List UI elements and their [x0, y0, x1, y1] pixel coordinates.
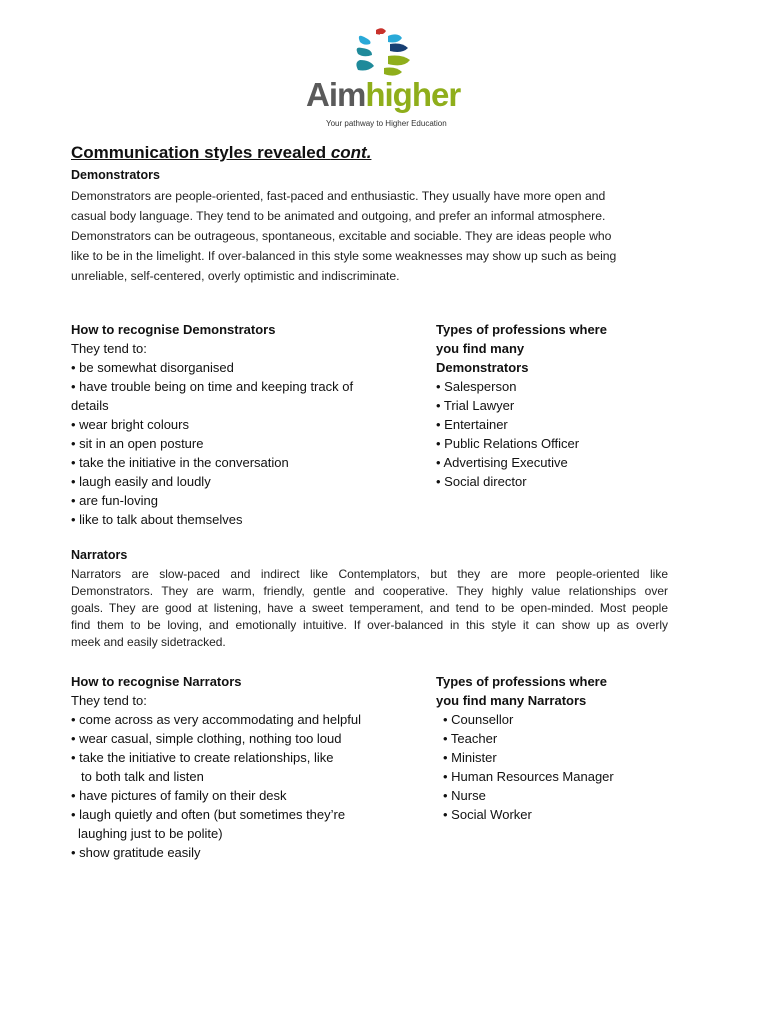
demonstrators-heading: Demonstrators — [71, 168, 160, 182]
narrators-recognise-list — [71, 672, 361, 862]
title-cont: cont. — [330, 143, 372, 162]
list-item: • Human Resources Manager — [443, 769, 614, 784]
paragraph-line: casual body language. They tend to be animated and outgoing, and prefer an informal atmosphere. — [71, 209, 606, 223]
professions-heading: Types of professions where — [436, 674, 607, 689]
professions-heading: Demonstrators — [436, 360, 529, 375]
list-item: • show gratitude easily — [71, 845, 201, 860]
narrators-heading: Narrators — [71, 548, 128, 562]
professions-heading: you find many Narrators — [436, 693, 587, 708]
aimhigher-logo — [304, 26, 466, 134]
paragraph-line: meek and easily sidetracked. — [71, 635, 226, 649]
list-item: • like to talk about themselves — [71, 512, 243, 527]
list-item: • Advertising Executive — [436, 455, 568, 470]
list-item: • laugh easily and loudly — [71, 474, 211, 489]
demonstrators-recognise-list — [71, 320, 353, 529]
paragraph-line: unreliable, self-centered, overly optimistic and indiscriminate. — [71, 269, 400, 283]
paragraph-line: find them to be loving, and emotionally intuitive. If over-balanced in this style it can show up as overly — [71, 618, 668, 632]
leaf-red — [376, 28, 386, 34]
logo-tagline: Your pathway to Higher Education — [326, 119, 447, 128]
professions-heading: Types of professions where — [436, 322, 607, 337]
list-item: • laugh quietly and often (but sometimes they’re — [71, 807, 346, 822]
recognise-intro: They tend to: — [71, 341, 147, 356]
list-item: • Minister — [443, 750, 497, 765]
list-item: • wear casual, simple clothing, nothing too loud — [71, 731, 342, 746]
leaf-teal-left — [357, 48, 372, 57]
leaf-teal-lower — [356, 60, 374, 71]
paragraph-line: Narrators are slow-paced and indirect like Contemplators, but they are more people-oriented like — [71, 567, 668, 581]
paragraph-line: Demonstrators. They are warm, friendly, gentle and cooperative. They highly value relationships over — [71, 584, 668, 598]
paragraph-line: like to be in the limelight. If over-balanced in this style some weaknesses may show up such as being — [71, 249, 617, 263]
list-item: • have trouble being on time and keeping track of — [71, 379, 354, 394]
leaf-navy-right — [390, 44, 408, 53]
paragraph-line: Demonstrators can be outrageous, spontaneous, excitable and sociable. They are ideas people who — [71, 229, 612, 243]
list-item: • sit in an open posture — [71, 436, 204, 451]
demonstrators-professions-list — [436, 320, 607, 491]
logo-wordmark — [306, 78, 460, 111]
list-item: • Trial Lawyer — [436, 398, 515, 413]
list-item: • Salesperson — [436, 379, 517, 394]
recognise-intro: They tend to: — [71, 693, 147, 708]
list-item: • Counsellor — [443, 712, 514, 727]
paragraph-line: Demonstrators are people-oriented, fast-paced and enthusiastic. They usually have more open and — [71, 189, 606, 203]
list-item: • take the initiative in the conversation — [71, 455, 289, 470]
list-item-continuation: laughing just to be polite) — [78, 826, 223, 841]
list-item: • be somewhat disorganised — [71, 360, 234, 375]
recognise-heading: How to recognise Demonstrators — [71, 322, 276, 337]
paragraph-line: goals. They are good at listening, have a sweet temperament, and tend to be open-minded. Most people — [71, 601, 668, 615]
list-item: • Public Relations Officer — [436, 436, 580, 451]
leaf-cyan-left — [359, 36, 371, 45]
list-item: • are fun-loving — [71, 493, 158, 508]
title-main: Communication styles revealed — [71, 143, 331, 162]
leaf-green-lower — [384, 68, 402, 76]
leaf-cyan-right — [388, 34, 402, 42]
narrators-professions-list — [436, 672, 614, 824]
list-item: • Social director — [436, 474, 527, 489]
logo-higher: higher — [365, 76, 461, 113]
demonstrators-paragraph — [71, 186, 616, 286]
leaf-green-right — [388, 56, 410, 66]
page-title — [71, 143, 371, 163]
logo-aim: Aim — [306, 76, 366, 113]
list-item: • have pictures of family on their desk — [71, 788, 287, 803]
list-item: • Social Worker — [443, 807, 532, 822]
list-item: • wear bright colours — [71, 417, 189, 432]
list-item: • Entertainer — [436, 417, 508, 432]
list-item: • come across as very accommodating and helpful — [71, 712, 361, 727]
list-item: details — [71, 398, 109, 413]
professions-heading: you find many — [436, 341, 525, 356]
list-item: • Teacher — [443, 731, 498, 746]
list-item: • Nurse — [443, 788, 486, 803]
list-item: • take the initiative to create relationships, like — [71, 750, 334, 765]
list-item-continuation: to both talk and listen — [81, 769, 204, 784]
narrators-paragraph — [71, 566, 668, 651]
recognise-heading: How to recognise Narrators — [71, 674, 242, 689]
